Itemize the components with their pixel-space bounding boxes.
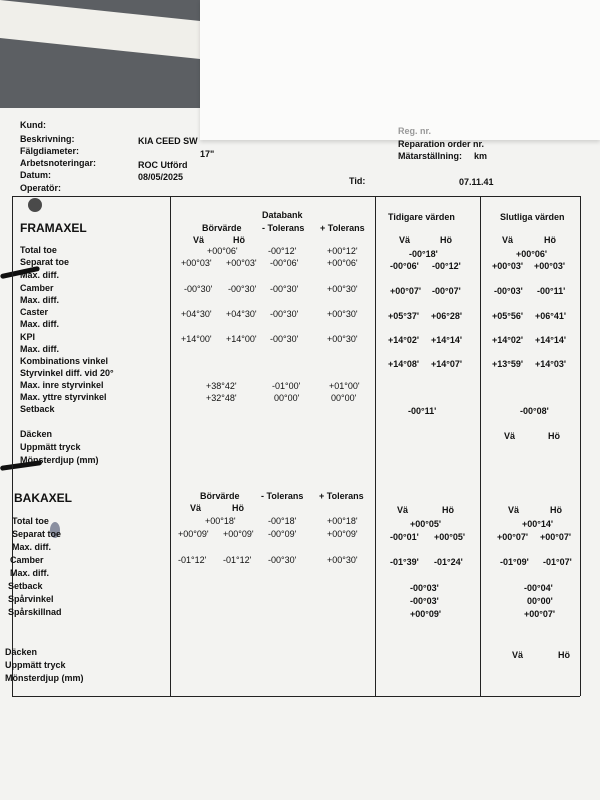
- value-cell: +00°30': [327, 284, 358, 294]
- front-minus-tol-header: - Tolerans: [262, 223, 305, 233]
- value-cell: -00°11': [537, 286, 566, 296]
- rear-plus-tol-header: + Tolerans: [319, 491, 364, 501]
- beskrivning-value: KIA CEED SW: [138, 136, 198, 146]
- value-cell: +00°06': [207, 246, 238, 256]
- row-label: KPI: [20, 332, 36, 342]
- row-label: Setback: [8, 581, 43, 591]
- value-cell: +00°30': [327, 555, 358, 565]
- front-tid-va: Vä: [399, 235, 411, 245]
- value-cell: +00°03': [534, 261, 566, 271]
- front-tidigare-header: Tidigare värden: [388, 212, 455, 222]
- value-cell: -00°11': [408, 406, 437, 416]
- value-cell: +38°42': [206, 381, 237, 391]
- value-cell: +00°09': [223, 529, 254, 539]
- value-cell: -00°30': [270, 334, 299, 344]
- value-cell: 00°00': [527, 596, 553, 606]
- value-cell: +14°08': [388, 359, 420, 369]
- framaxel-title: FRAMAXEL: [20, 221, 87, 235]
- value-cell: -01°09': [500, 557, 529, 567]
- table-right-border: [580, 196, 581, 696]
- value-cell: -00°30': [184, 284, 213, 294]
- row-label: Spårskillnad: [8, 607, 62, 617]
- kund-label: Kund:: [20, 120, 46, 130]
- reparation-label: Reparation order nr.: [398, 139, 485, 149]
- value-cell: 00°00': [331, 393, 357, 403]
- row-label: Max. diff.: [20, 295, 60, 305]
- value-cell: +05°56': [492, 311, 524, 321]
- value-cell: +14°00': [181, 334, 212, 344]
- value-cell: +14°14': [535, 335, 567, 345]
- value-cell: +00°03': [492, 261, 524, 271]
- tid-label: Tid:: [349, 176, 366, 186]
- row-label: Uppmätt tryck: [5, 660, 66, 670]
- value-cell: +00°03': [226, 258, 257, 268]
- value-cell: +04°30': [181, 309, 212, 319]
- row-label: Styrvinkel diff. vid 20°: [20, 368, 114, 378]
- rear-slut-ho: Hö: [550, 505, 562, 515]
- column-divider: [480, 196, 481, 696]
- value-cell: -00°30': [228, 284, 257, 294]
- datum-label: Datum:: [20, 170, 51, 180]
- value-cell: +05°37': [388, 311, 420, 321]
- front-dacken-ho: Hö: [548, 431, 560, 441]
- value-cell: -00°12': [268, 246, 297, 256]
- receipt-slip: [0, 0, 205, 60]
- value-cell: +01°00': [329, 381, 360, 391]
- table-bottom-border: [12, 696, 580, 697]
- value-cell: +00°18': [205, 516, 236, 526]
- value-cell: +00°09': [178, 529, 209, 539]
- value-cell: +00°07': [540, 532, 572, 542]
- row-label: Max. inre styrvinkel: [20, 380, 104, 390]
- value-cell: +14°02': [388, 335, 420, 345]
- value-cell: +32°48': [206, 393, 237, 403]
- rear-minus-tol-header: - Tolerans: [261, 491, 304, 501]
- row-label: Max. diff.: [20, 344, 60, 354]
- column-divider: [375, 196, 376, 696]
- value-cell: +00°03': [181, 258, 212, 268]
- front-databank-header: Databank: [262, 210, 303, 220]
- value-cell: -00°30': [270, 284, 299, 294]
- tid-value: 07.11.41: [459, 177, 494, 187]
- value-cell: -00°30': [270, 309, 299, 319]
- row-label: Uppmätt tryck: [20, 442, 81, 452]
- value-cell: +13°59': [492, 359, 524, 369]
- value-cell: -00°03': [410, 596, 439, 606]
- row-label: Camber: [20, 283, 54, 293]
- value-cell: -00°06': [390, 261, 419, 271]
- rear-bor-ho: Hö: [232, 503, 244, 513]
- rear-tid-ho: Hö: [442, 505, 454, 515]
- matarstallning-label: Mätarställning:: [398, 151, 463, 161]
- value-cell: -00°03': [410, 583, 439, 593]
- row-label: Mönsterdjup (mm): [20, 455, 99, 465]
- value-cell: +00°30': [327, 309, 358, 319]
- table-top-border: [12, 196, 580, 197]
- row-label: Max. diff.: [20, 319, 60, 329]
- beskrivning-label: Beskrivning:: [20, 134, 75, 144]
- value-cell: +00°07': [524, 609, 556, 619]
- front-slutliga-header: Slutliga värden: [500, 212, 565, 222]
- rear-dacken-ho: Hö: [558, 650, 570, 660]
- value-cell: +06°28': [431, 311, 463, 321]
- rear-slut-va: Vä: [508, 505, 520, 515]
- reg-label: Reg. nr.: [398, 126, 432, 136]
- matarstallning-unit: km: [474, 151, 488, 161]
- value-cell: +14°02': [492, 335, 524, 345]
- value-cell: -00°06': [270, 258, 299, 268]
- front-bor-va: Vä: [193, 235, 205, 245]
- row-label: Max. diff.: [10, 568, 50, 578]
- value-cell: +00°12': [327, 246, 358, 256]
- row-label: Däcken: [20, 429, 53, 439]
- overlapping-paper: [200, 0, 600, 140]
- value-cell: -00°18': [268, 516, 297, 526]
- value-cell: -00°01': [390, 532, 419, 542]
- row-label: Caster: [20, 307, 49, 317]
- value-cell: +00°14': [522, 519, 554, 529]
- row-label: Total toe: [12, 516, 49, 526]
- value-cell: +14°07': [431, 359, 463, 369]
- column-divider: [170, 196, 171, 696]
- row-label: Camber: [10, 555, 44, 565]
- row-label: Max. yttre styrvinkel: [20, 392, 107, 402]
- value-cell: -01°24': [434, 557, 463, 567]
- value-cell: -01°00': [272, 381, 301, 391]
- table-left-border: [12, 196, 13, 696]
- value-cell: +00°30': [327, 334, 358, 344]
- value-cell: +00°06': [327, 258, 358, 268]
- arbetsnoteringar-label: Arbetsnoteringar:: [20, 158, 97, 168]
- value-cell: +00°07': [390, 286, 422, 296]
- rear-dacken-va: Vä: [512, 650, 524, 660]
- value-cell: 00°00': [274, 393, 300, 403]
- rear-tid-va: Vä: [397, 505, 409, 515]
- value-cell: +00°06': [516, 249, 548, 259]
- rear-bor-va: Vä: [190, 503, 202, 513]
- value-cell: -01°07': [543, 557, 572, 567]
- row-label: Separat toe: [20, 257, 70, 267]
- value-cell: -00°08': [520, 406, 549, 416]
- row-label: Däcken: [5, 647, 38, 657]
- falgdiameter-value: 17": [200, 149, 215, 159]
- value-cell: +06°41': [535, 311, 567, 321]
- value-cell: -00°03': [494, 286, 523, 296]
- value-cell: +00°05': [434, 532, 466, 542]
- front-bor-ho: Hö: [233, 235, 245, 245]
- rear-borvarde-header: Börvärde: [200, 491, 240, 501]
- front-dacken-va: Vä: [504, 431, 516, 441]
- front-slut-ho: Hö: [544, 235, 556, 245]
- value-cell: +00°05': [410, 519, 442, 529]
- row-label: Spårvinkel: [8, 594, 54, 604]
- operator-label: Operatör:: [20, 183, 62, 193]
- value-cell: -01°39': [390, 557, 419, 567]
- front-plus-tol-header: + Tolerans: [320, 223, 365, 233]
- value-cell: -00°09': [268, 529, 297, 539]
- row-label: Total toe: [20, 245, 57, 255]
- value-cell: -00°12': [432, 261, 461, 271]
- row-label: Max. diff.: [12, 542, 52, 552]
- arbetsnoteringar-value: ROC Utförd: [138, 160, 188, 170]
- value-cell: +14°14': [431, 335, 463, 345]
- punch-hole-icon: [28, 198, 42, 212]
- row-label: Kombinations vinkel: [20, 356, 109, 366]
- value-cell: -00°04': [524, 583, 553, 593]
- row-label: Setback: [20, 404, 55, 414]
- front-borvarde-header: Börvärde: [202, 223, 242, 233]
- value-cell: +00°18': [327, 516, 358, 526]
- row-label: Mönsterdjup (mm): [5, 673, 84, 683]
- value-cell: -00°18': [409, 249, 438, 259]
- value-cell: -01°12': [223, 555, 252, 565]
- front-slut-va: Vä: [502, 235, 514, 245]
- row-label: Max. diff.: [20, 270, 60, 280]
- datum-value: 08/05/2025: [138, 172, 184, 182]
- row-label: Separat toe: [12, 529, 62, 539]
- value-cell: +00°07': [497, 532, 529, 542]
- value-cell: +00°09': [410, 609, 442, 619]
- value-cell: +04°30': [226, 309, 257, 319]
- front-tid-ho: Hö: [440, 235, 452, 245]
- value-cell: +14°00': [226, 334, 257, 344]
- value-cell: -00°07': [432, 286, 461, 296]
- falgdiameter-label: Fälgdiameter:: [20, 146, 80, 156]
- value-cell: +00°09': [327, 529, 358, 539]
- value-cell: +14°03': [535, 359, 567, 369]
- value-cell: -01°12': [178, 555, 207, 565]
- value-cell: -00°30': [268, 555, 297, 565]
- bakaxel-title: BAKAXEL: [14, 491, 73, 505]
